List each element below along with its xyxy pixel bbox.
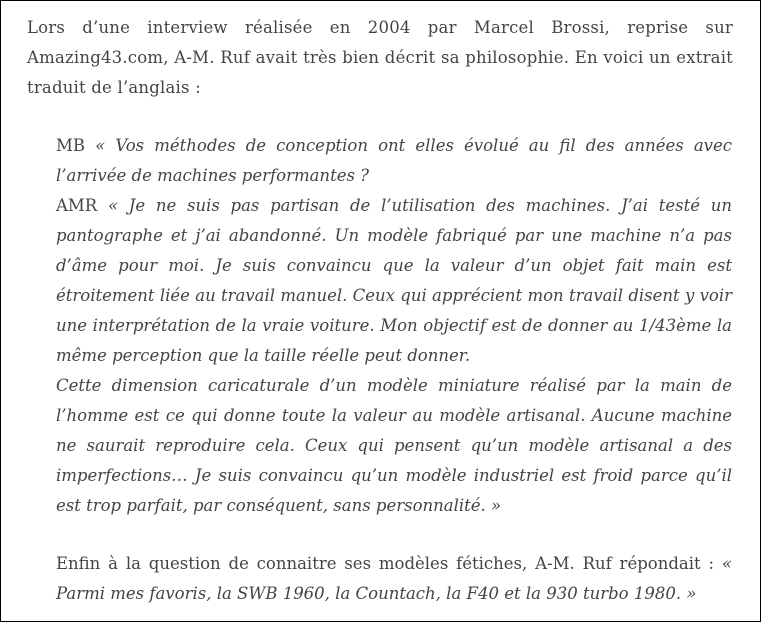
amr-answer-paragraph [56, 191, 732, 371]
closing-quote-text: « Parmi mes favoris, la SWB 1960, la Countach, la F40 et la 930 turbo 1980. » [56, 554, 732, 603]
mb-speaker-label: MB [56, 136, 96, 155]
interview-quote-block [56, 131, 732, 521]
mb-question-text: « Vos méthodes de conception ont elles évolué au fil des années avec l’arrivée de machines performantes ? [56, 136, 732, 185]
amr-answer-continuation: Cette dimension caricaturale d’un modèle miniature réalisé par la main de l’homme est ce qui donne toute la valeur au modèle artisanal. Aucune machine ne saurait reproduire cela. Ceux qui pensent qu’un modèle artisanal a des imperfections… Je suis convaincu qu’un modèle industriel est froid parce qu’il est trop parfait, par conséquent, sans personnalité. » [56, 376, 732, 515]
intro-paragraph: Lors d’une interview réalisée en 2004 par Marcel Brossi, reprise sur Amazing43.com, A-M. Ruf avait très bien décrit sa philosophie. En voici un extrait traduit de l’anglais : [27, 18, 733, 97]
amr-speaker-label: AMR [56, 196, 108, 215]
closing-lead-text: Enfin à la question de connaitre ses modèles fétiches, A-M. Ruf répondait : [56, 554, 722, 573]
closing-paragraph [56, 549, 732, 609]
amr-answer-text: « Je ne suis pas partisan de l’utilisation des machines. J’ai testé un pantographe et j’ai abandonné. Un modèle fabriqué par une machine n’a pas d’âme pour moi. Je suis convaincu que la valeur d’un objet fait main est étroitement liée au travail manuel. Ceux qui apprécient mon travail disent y voir une interprétation de la vraie voiture. Mon objectif est de donner au 1/43ème la même perception que la taille réelle peut donner. [56, 196, 732, 365]
mb-question-paragraph [56, 131, 732, 191]
